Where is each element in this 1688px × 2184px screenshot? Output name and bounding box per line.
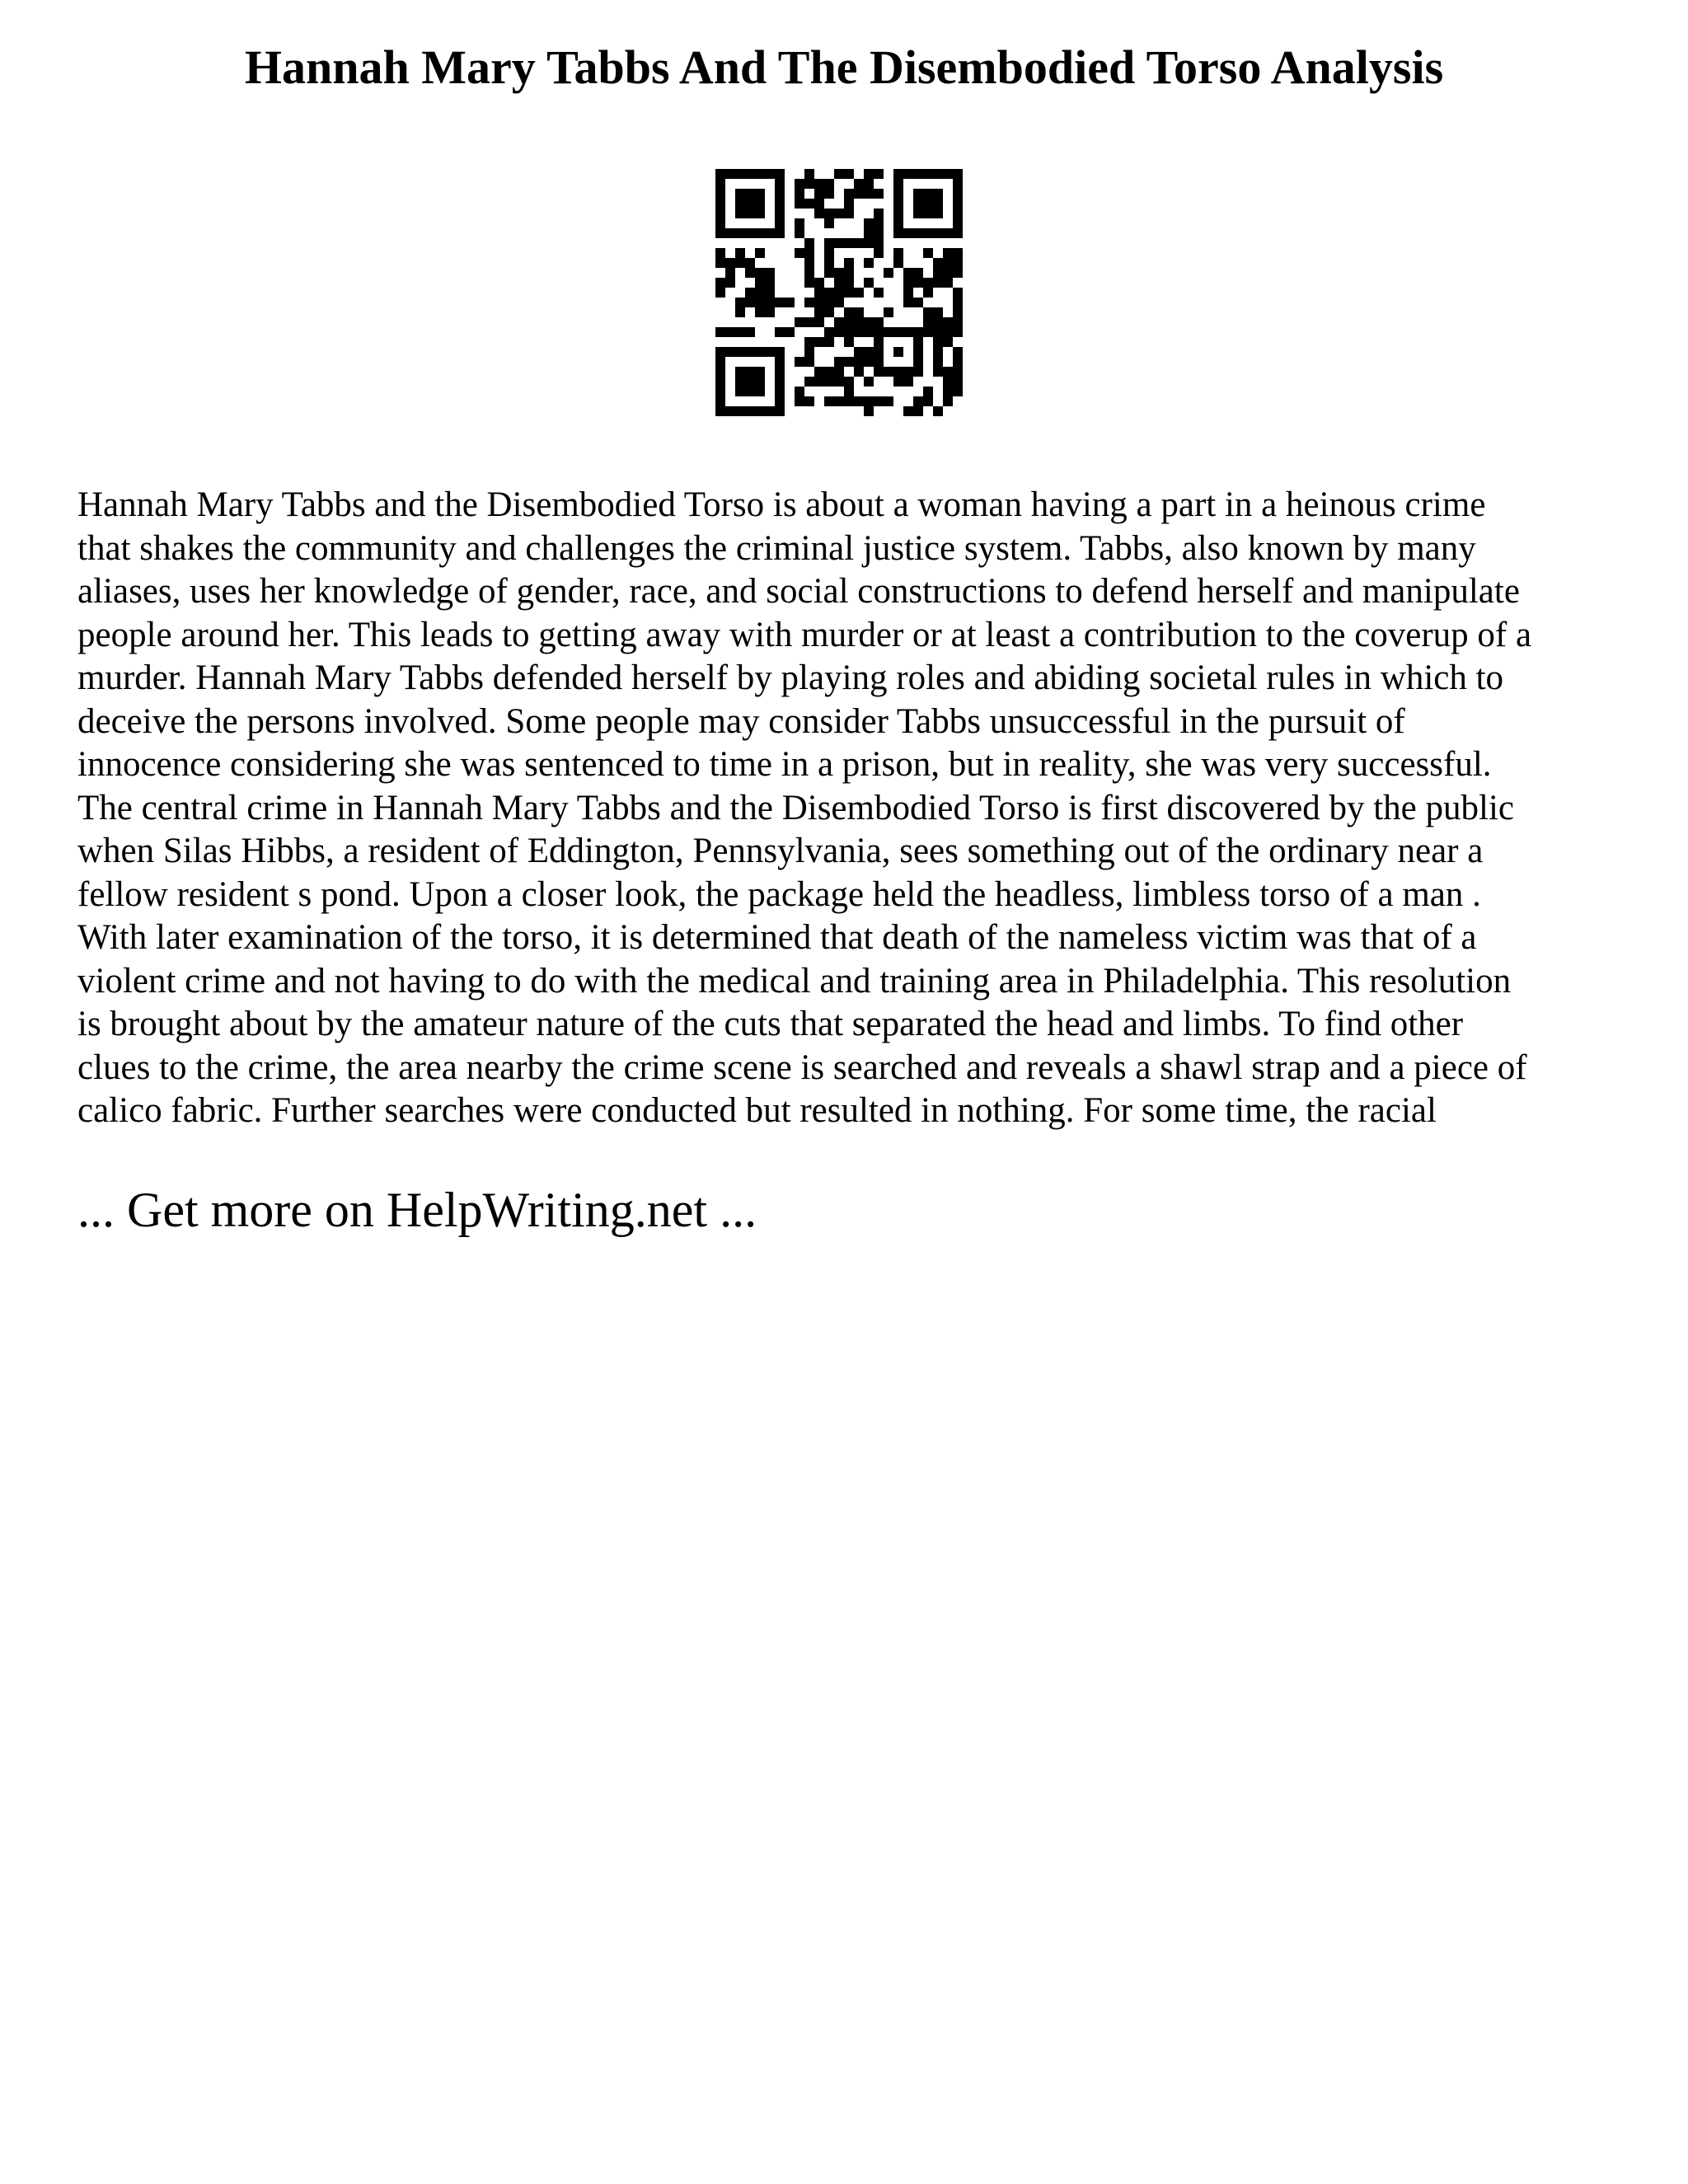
paragraph-line: clues to the crime, the area nearby the crime scene is searched and reveals a shawl strap and a piece of	[77, 1047, 1527, 1087]
paragraph-line: when Silas Hibbs, a resident of Eddington, Pennsylvania, sees something out of the ordinary near a	[77, 832, 1484, 870]
paragraph-line: calico fabric. Further searches were conducted but resulted in nothing. For some time, the racial	[77, 1091, 1437, 1130]
body-paragraph	[77, 484, 1627, 1133]
paragraph-line: fellow resident s pond. Upon a closer look, the package held the headless, limbless torso of a man .	[77, 874, 1481, 914]
qr-code-graphic	[715, 169, 963, 416]
paragraph-line: deceive the persons involved. Some people may consider Tabbs unsuccessful in the pursuit of	[77, 701, 1405, 741]
paragraph-line: that shakes the community and challenges the criminal justice system. Tabbs, also known by many	[77, 528, 1476, 568]
paragraph-line: The central crime in Hannah Mary Tabbs and the Disembodied Torso is first discovered by the public	[77, 788, 1514, 827]
paragraph-line: With later examination of the torso, it is determined that death of the nameless victim was that of a	[77, 918, 1477, 957]
paragraph-line: murder. Hannah Mary Tabbs defended herself by playing roles and abiding societal rules in which to	[77, 658, 1504, 697]
paragraph-line: people around her. This leads to getting away with murder or at least a contribution to the coverup of a	[77, 615, 1532, 654]
qr-code-icon	[715, 169, 963, 416]
paragraph-line: violent crime and not having to do with the medical and training area in Philadelphia. This resolution	[77, 961, 1512, 1001]
page-title: Hannah Mary Tabbs And The Disembodied Torso Analysis	[244, 40, 1444, 94]
get-more-link[interactable]: ... Get more on HelpWriting.net ...	[77, 1183, 757, 1237]
paragraph-line: innocence considering she was sentenced to time in a prison, but in reality, she was very successful.	[77, 745, 1492, 784]
paragraph-line: Hannah Mary Tabbs and the Disembodied Torso is about a woman having a part in a heinous crime	[77, 485, 1486, 524]
paragraph-line: is brought about by the amateur nature of the cuts that separated the head and limbs. To find other	[77, 1005, 1464, 1043]
paragraph-line: aliases, uses her knowledge of gender, race, and social constructions to defend herself and manipulate	[77, 572, 1520, 611]
